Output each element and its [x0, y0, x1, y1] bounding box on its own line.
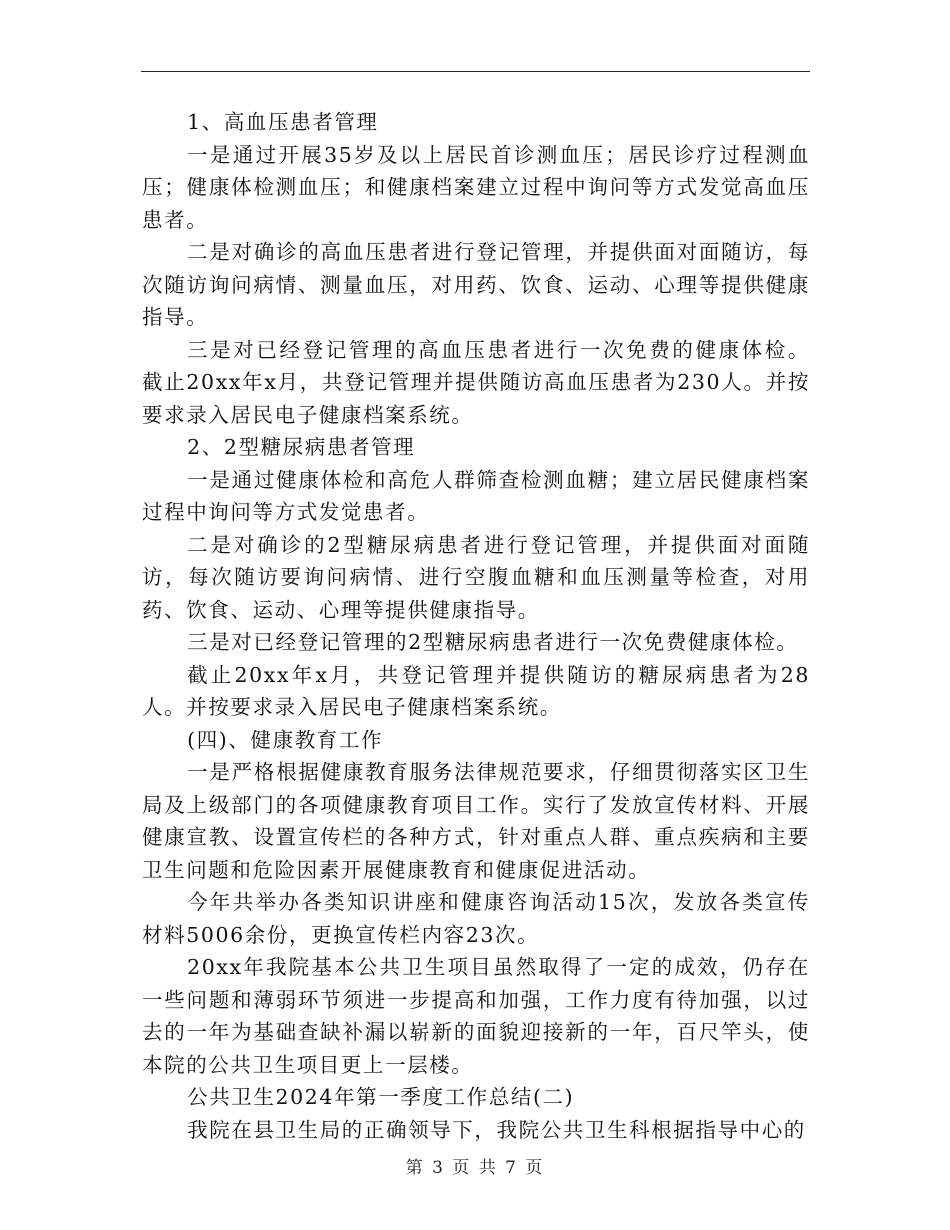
section-heading-diabetes: 2、2型糖尿病患者管理 — [187, 435, 416, 459]
paragraph: 我院在县卫生局的正确领导下，我院公共卫生科根据指导中心的 — [187, 1117, 806, 1142]
document-subtitle: 公共卫生2024年第一季度工作总结(二) — [187, 1085, 575, 1109]
header-divider — [141, 71, 810, 72]
paragraph: 一是通过健康体检和高危人群筛查检测血糖；建立居民健康档案过程中询问等方式发觉患者。 — [142, 467, 810, 524]
paragraph: 截止20xx年x月，共登记管理并提供随访的糖尿病患者为28人。并按要求录入居民电子健康档案系统。 — [142, 662, 810, 719]
section-heading-hypertension: 1、高血压患者管理 — [187, 110, 379, 134]
section-heading-health-education: (四)、健康教育工作 — [187, 727, 384, 752]
paragraph: 三是对已经登记管理的2型糖尿病患者进行一次免费健康体检。 — [187, 630, 799, 654]
paragraph: 今年共举办各类知识讲座和健康咨询活动15次，发放各类宣传材料5006余份，更换宣传栏内容23次。 — [142, 890, 810, 947]
paragraph: 20xx年我院基本公共卫生项目虽然取得了一定的成效，仍存在一些问题和薄弱环节须进一步提高和加强，工作力度有待加强，以过去的一年为基础查缺补漏以崭新的面貌迎接新的一年，百尺竿头，使本院的公共卫生项目更上一层楼。 — [142, 955, 810, 1077]
page-number-footer: 第 3 页 共 7 页 — [405, 1158, 545, 1178]
paragraph: 一是严格根据健康教育服务法律规范要求，仔细贯彻落实区卫生局及上级部门的各项健康教育项目工作。实行了发放宣传材料、开展健康宣教、设置宣传栏的各种方式，针对重点人群、重点疾病和主要卫生问题和危险因素开展健康教育和健康促进活动。 — [142, 760, 810, 882]
document-body — [142, 106, 810, 1146]
paragraph: 三是对已经登记管理的高血压患者进行一次免费的健康体检。 截止20xx年x月，共登记管理并提供随访高血压患者为230人。并按要求录入居民电子健康档案系统。 — [142, 337, 810, 427]
paragraph: 二是对确诊的2型糖尿病患者进行登记管理，并提供面对面随访，每次随访要询问病情、进行空腹血糖和血压测量等检查，对用药、饮食、运动、心理等提供健康指导。 — [142, 532, 810, 622]
paragraph: 二是对确诊的高血压患者进行登记管理，并提供面对面随访，每次随访询问病情、测量血压，对用药、饮食、运动、心理等提供健康指导。 — [142, 240, 810, 329]
paragraph: 一是通过开展35岁及以上居民首诊测血压；居民诊疗过程测血压；健康体检测血压；和健康档案建立过程中询问等方式发觉高血压患者。 — [142, 142, 810, 232]
